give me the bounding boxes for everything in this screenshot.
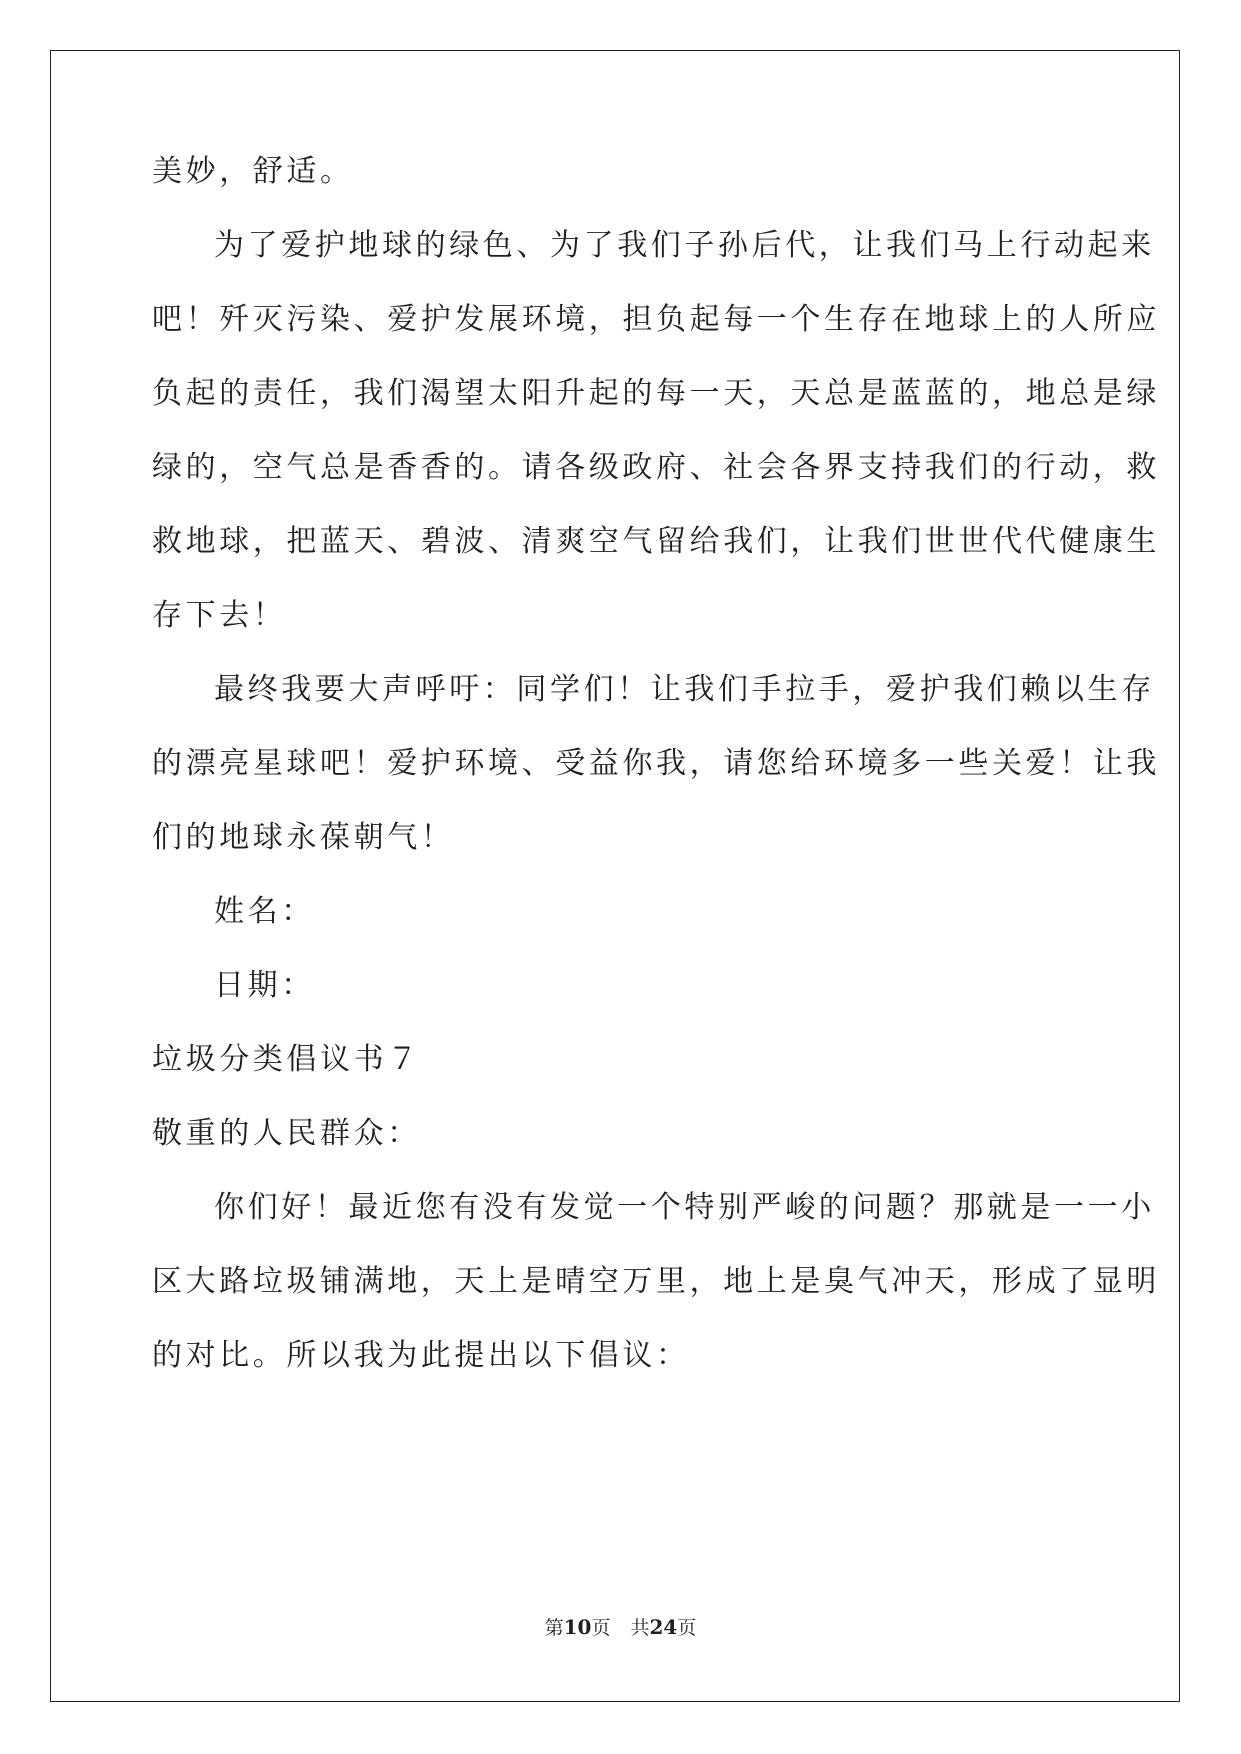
text-line: 的对比。所以我为此提出以下倡议： [152, 1338, 690, 1373]
text-line: 绿的，空气总是香香的。请各级政府、社会各界支持我们的行动，救 [152, 450, 1160, 485]
current-page-number: 10 [563, 1615, 592, 1639]
text-line: 美妙，舒适。 [152, 154, 354, 189]
section-heading: 垃圾分类倡议书７ [152, 1042, 421, 1077]
salutation: 敬重的人民群众： [152, 1116, 421, 1151]
text-line: 们的地球永葆朝气！ [152, 820, 455, 855]
text-line: 你们好！最近您有没有发觉一个特别严峻的问题？那就是一一小 [214, 1190, 1155, 1225]
signature-date-label: 日期： [214, 968, 315, 1003]
text-line: 存下去！ [152, 598, 287, 633]
text-line: 的漂亮星球吧！爱护环境、受益你我，请您给环境多一些关爱！让我 [152, 746, 1160, 781]
footer-prefix: 第 [544, 1617, 564, 1639]
text-line: 救地球，把蓝天、碧波、清爽空气留给我们，让我们世世代代健康生 [152, 524, 1160, 559]
footer-page-suffix: 页 [591, 1617, 611, 1639]
footer-total-prefix: 共 [630, 1617, 650, 1639]
total-pages-number: 24 [649, 1615, 678, 1639]
page-footer [0, 1614, 1241, 1641]
text-line: 区大路垃圾铺满地，天上是晴空万里，地上是臭气冲天，形成了显明 [152, 1264, 1160, 1299]
text-line: 为了爱护地球的绿色、为了我们子孙后代，让我们马上行动起来 [214, 228, 1155, 263]
text-line: 吧！歼灭污染、爱护发展环境，担负起每一个生存在地球上的人所应 [152, 302, 1160, 337]
page-border [50, 50, 1180, 1702]
signature-name-label: 姓名： [214, 894, 315, 929]
text-line: 负起的责任，我们渴望太阳升起的每一天，天总是蓝蓝的，地总是绿 [152, 376, 1160, 411]
footer-total-suffix: 页 [677, 1617, 697, 1639]
text-line: 最终我要大声呼吁：同学们！让我们手拉手，爱护我们赖以生存 [214, 672, 1155, 707]
